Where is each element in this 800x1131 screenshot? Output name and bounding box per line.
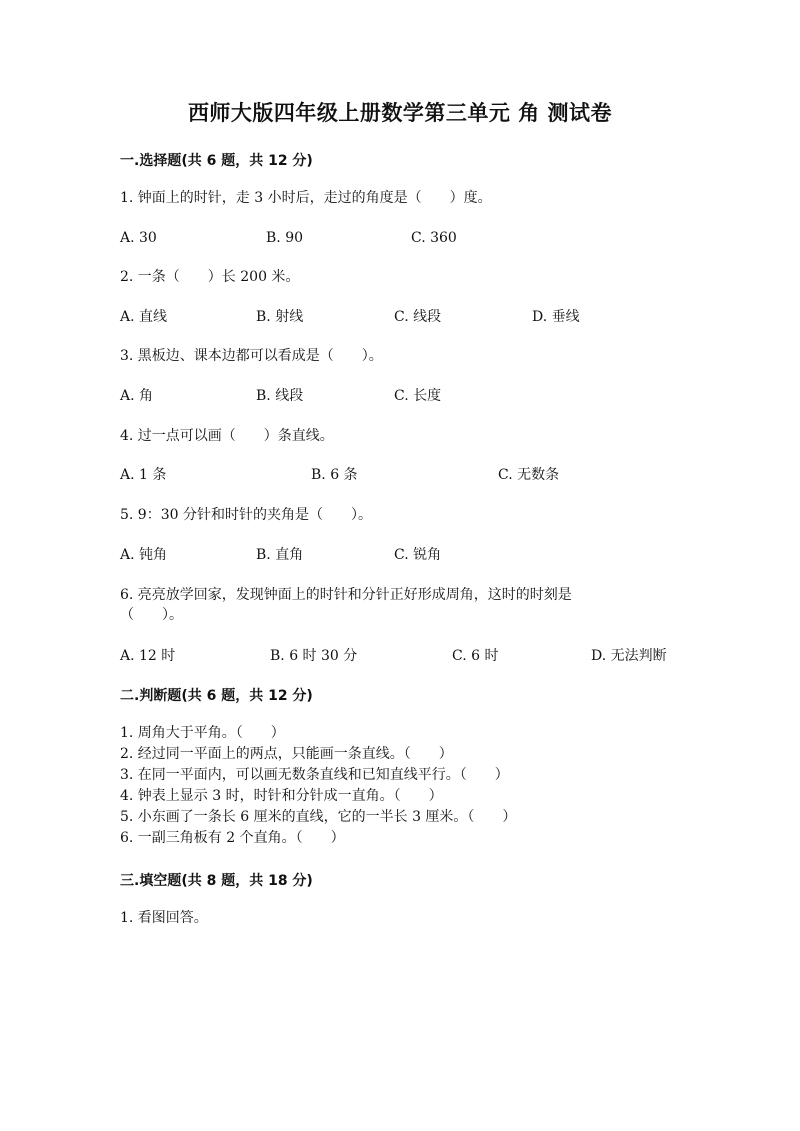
question-6: 6. 亮亮放学回家，发现钟面上的时针和分针正好形成周角，这时的时刻是 (120, 587, 572, 603)
judgement-item-3: 3. 在同一平面内，可以画无数条直线和已知直线平行。（ ） (120, 767, 509, 783)
judgement-item-4: 4. 钟表上显示 3 时，时针和分针成一直角。（ ） (120, 788, 443, 804)
q6-option-a: A. 12 时 (120, 648, 176, 664)
fill-item-1: 1. 看图回答。 (120, 910, 208, 926)
q5-option-c: C. 锐角 (394, 547, 442, 563)
question-2: 2. 一条（ ）长 200 米。 (120, 269, 300, 285)
q2-option-d: D. 垂线 (532, 309, 580, 325)
q4-option-c: C. 无数条 (498, 467, 560, 483)
q1-option-a: A. 30 (120, 230, 157, 246)
q5-option-a: A. 钝角 (120, 547, 168, 563)
q2-option-c: C. 线段 (394, 309, 442, 325)
q2-option-a: A. 直线 (120, 309, 168, 325)
question-6-continued: （ ）。 (120, 607, 183, 623)
q6-option-b: B. 6 时 30 分 (270, 648, 358, 664)
judgement-item-2: 2. 经过同一平面上的两点，只能画一条直线。（ ） (120, 746, 453, 762)
q5-option-b: B. 直角 (256, 547, 304, 563)
q1-option-c: C. 360 (411, 230, 457, 246)
question-3: 3. 黑板边、课本边都可以看成是（ ）。 (120, 348, 383, 364)
section-header-fill-blank: 三.填空题(共 8 题，共 18 分) (120, 873, 313, 889)
section-header-judgement: 二.判断题(共 6 题，共 12 分) (120, 688, 313, 704)
page-title: 西师大版四年级上册数学第三单元 角 测试卷 (187, 101, 613, 125)
q3-option-a: A. 角 (120, 388, 154, 404)
q2-option-b: B. 射线 (256, 309, 304, 325)
q6-option-d: D. 无法判断 (591, 648, 667, 664)
q6-option-c: C. 6 时 (452, 648, 499, 664)
judgement-item-6: 6. 一副三角板有 2 个直角。（ ） (120, 830, 345, 846)
q4-option-b: B. 6 条 (311, 467, 358, 483)
section-header-choice: 一.选择题(共 6 题，共 12 分) (120, 153, 313, 169)
q3-option-b: B. 线段 (256, 388, 304, 404)
question-4: 4. 过一点可以画（ ）条直线。 (120, 428, 334, 444)
judgement-item-1: 1. 周角大于平角。（ ） (120, 725, 285, 741)
question-1: 1. 钟面上的时针，走 3 小时后，走过的角度是（ ）度。 (120, 190, 492, 206)
q1-option-b: B. 90 (266, 230, 304, 246)
q4-option-a: A. 1 条 (120, 467, 167, 483)
question-5: 5. 9：30 分针和时针的夹角是（ ）。 (120, 507, 372, 523)
q3-option-c: C. 长度 (394, 388, 442, 404)
judgement-item-5: 5. 小东画了一条长 6 厘米的直线，它的一半长 3 厘米。（ ） (120, 809, 517, 825)
